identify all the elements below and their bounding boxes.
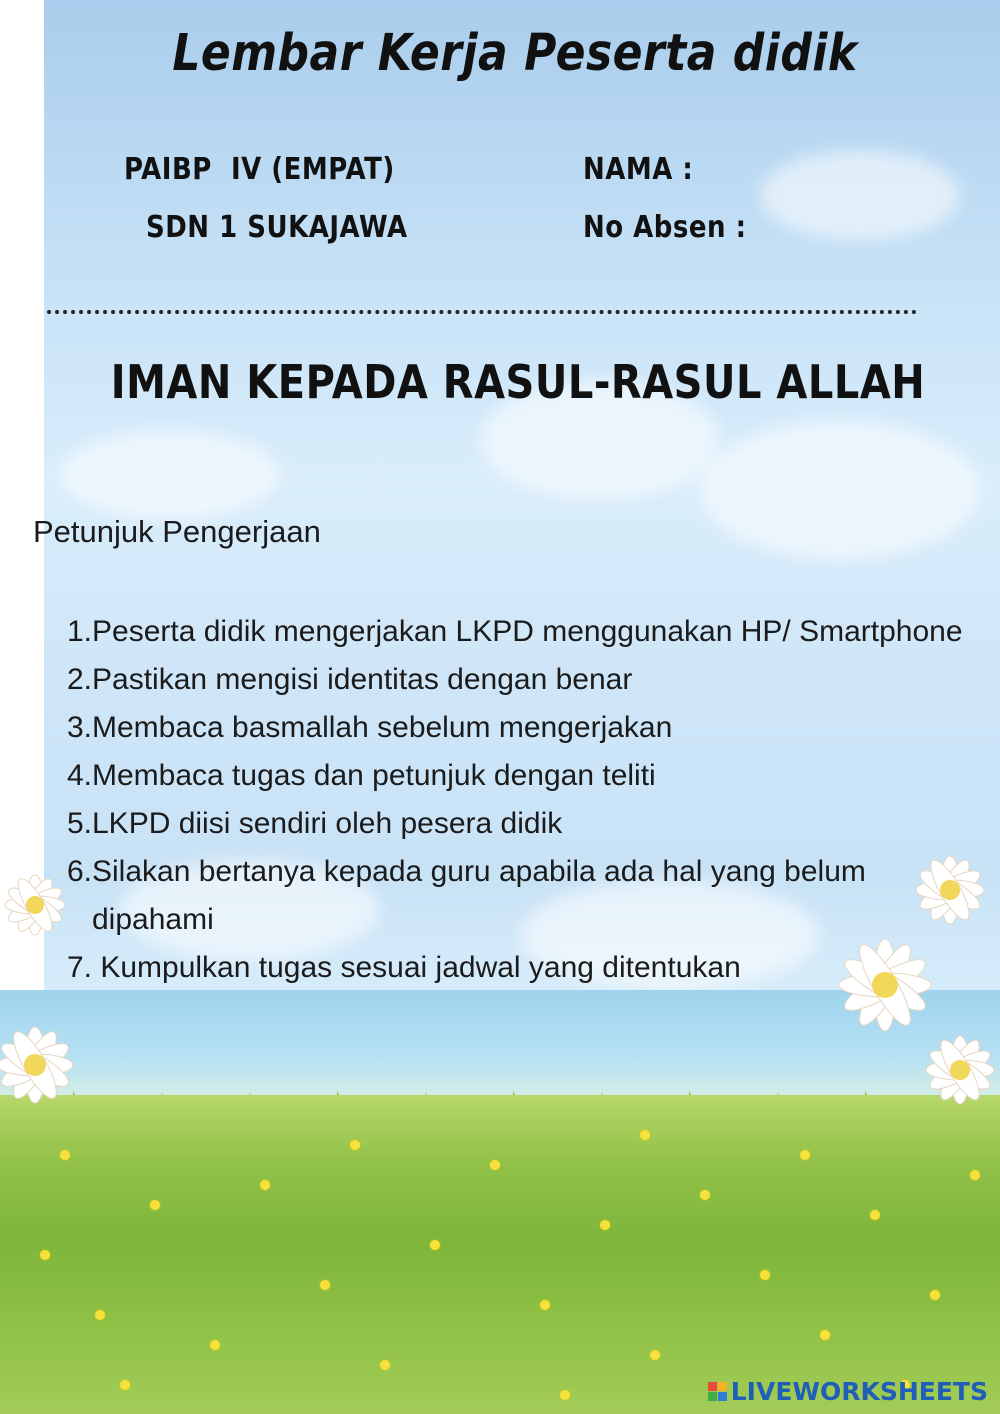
page-title: Lembar Kerja Peserta didik (172, 24, 858, 83)
yellow-flower (490, 1160, 500, 1170)
cloud (700, 420, 980, 560)
absen-field-label: No Absen : (583, 210, 747, 246)
step-number: 3. (66, 711, 92, 744)
yellow-flower (930, 1290, 940, 1300)
instructions-list (52, 608, 982, 992)
step-number: 4. (66, 759, 92, 792)
lesson-heading: IMAN KEPADA RASUL-RASUL ALLAH (110, 356, 926, 410)
yellow-flower (120, 1380, 130, 1390)
cloud (760, 150, 960, 240)
yellow-flower (600, 1220, 610, 1230)
list-item (52, 800, 982, 848)
subject-label: PAIBP IV (EMPAT) (124, 152, 395, 188)
yellow-flower (760, 1270, 770, 1280)
list-item (52, 848, 982, 944)
yellow-flower (800, 1150, 810, 1160)
yellow-flower (700, 1190, 710, 1200)
name-field-label: NAMA : (583, 152, 694, 188)
grass-field (0, 1095, 1000, 1414)
yellow-flower (870, 1210, 880, 1220)
step-text: Peserta didik mengerjakan LKPD menggunakan HP/ Smartphone (92, 615, 963, 648)
step-text: Kumpulkan tugas sesuai jadwal yang ditentukan (92, 951, 741, 984)
yellow-flower (60, 1150, 70, 1160)
list-item (52, 608, 982, 656)
step-number: 7. (66, 951, 92, 984)
yellow-flower (640, 1130, 650, 1140)
cloud (60, 430, 280, 520)
yellow-flower (560, 1390, 570, 1400)
watermark-text: LIVEWORKSHEETS (730, 1377, 988, 1406)
instructions-title: Petunjuk Pengerjaan (33, 514, 321, 549)
step-number: 5. (66, 807, 92, 840)
yellow-flower (380, 1360, 390, 1370)
yellow-flower (430, 1240, 440, 1250)
liveworksheets-watermark[interactable] (708, 1377, 988, 1406)
liveworksheets-logo-icon (708, 1382, 727, 1401)
step-text: Membaca tugas dan petunjuk dengan teliti (92, 759, 656, 792)
list-item (52, 704, 982, 752)
yellow-flower (540, 1300, 550, 1310)
step-number: 1. (66, 615, 92, 648)
step-number: 2. (66, 663, 92, 696)
yellow-flower (350, 1140, 360, 1150)
step-text: LKPD diisi sendiri oleh pesera didik (92, 807, 563, 840)
step-number: 6. (66, 855, 92, 888)
yellow-flower (970, 1170, 980, 1180)
step-text: Membaca basmallah sebelum mengerjakan (92, 711, 673, 744)
school-label: SDN 1 SUKAJAWA (146, 210, 408, 246)
list-item (52, 656, 982, 704)
yellow-flower (650, 1350, 660, 1360)
yellow-flower (40, 1250, 50, 1260)
list-item (52, 944, 982, 992)
yellow-flower (820, 1330, 830, 1340)
daisy-flower (0, 1010, 90, 1120)
step-text: Silakan bertanya kepada guru apabila ada hal yang belum dipahami (92, 855, 866, 936)
daisy-flower (910, 1020, 1000, 1120)
yellow-flower (210, 1340, 220, 1350)
yellow-flower (320, 1280, 330, 1290)
dotted-divider (47, 310, 917, 314)
yellow-flower (260, 1180, 270, 1190)
yellow-flower (150, 1200, 160, 1210)
list-item (52, 752, 982, 800)
yellow-flower (95, 1310, 105, 1320)
step-text: Pastikan mengisi identitas dengan benar (92, 663, 633, 696)
